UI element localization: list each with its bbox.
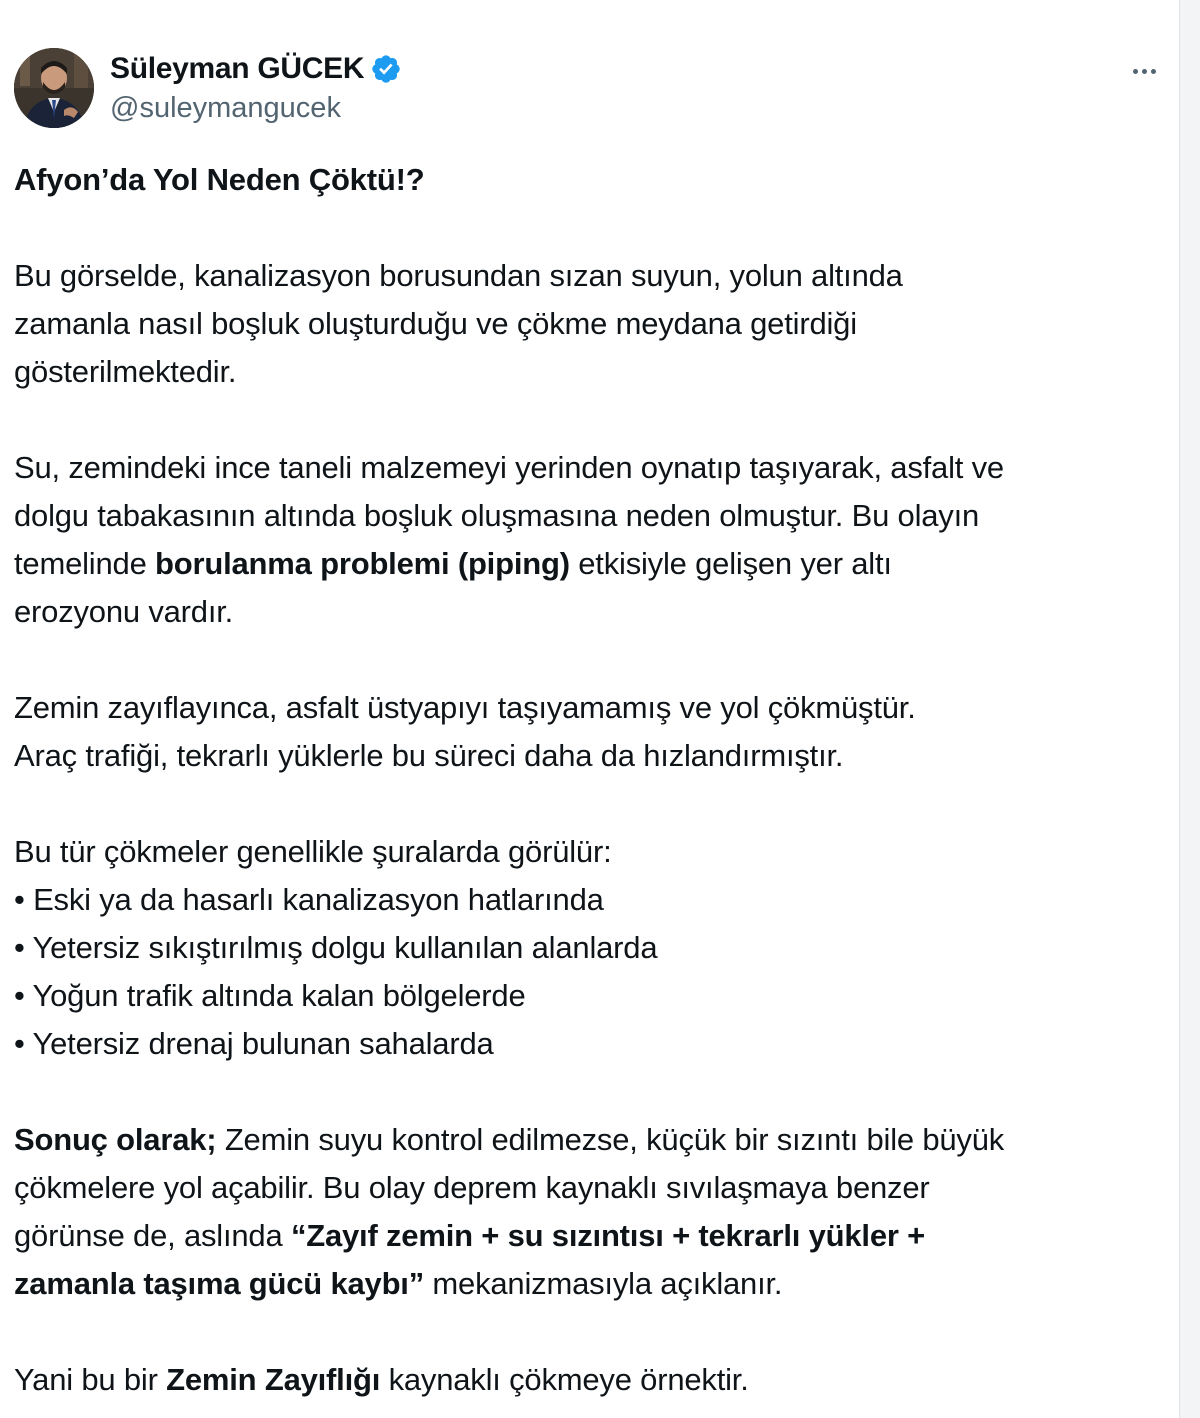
more-dot — [1142, 69, 1147, 74]
more-dot — [1151, 69, 1156, 74]
paragraph-line — [14, 1260, 1164, 1308]
author-handle[interactable]: @suleymangucek — [110, 92, 341, 124]
paragraph-line — [14, 540, 1164, 588]
text-span: etkisiyle gelişen yer altı — [569, 546, 892, 581]
paragraph-line: çökmelere yol açabilir. Bu olay deprem kaynaklı sıvılaşmaya benzer — [14, 1170, 930, 1205]
bold-quote: zamanla taşıma gücü kaybı” — [14, 1266, 425, 1301]
bold-term-zemin: Zemin Zayıflığı — [166, 1362, 381, 1397]
more-dot — [1133, 69, 1138, 74]
verified-badge-icon[interactable] — [370, 53, 402, 85]
list-intro: Bu tür çökmeler genellikle şuralarda görülür: — [14, 834, 612, 869]
tweet-text — [14, 156, 1164, 1404]
text-span: görünse de, aslında — [14, 1218, 291, 1253]
text-span: temelinde — [14, 546, 156, 581]
paragraph-line: gösterilmektedir. — [14, 354, 237, 389]
more-options-icon[interactable] — [1124, 56, 1164, 86]
author-info — [110, 52, 402, 125]
author-display-name[interactable]: Süleyman GÜCEK — [110, 52, 365, 85]
list-item: • Yetersiz sıkıştırılmış dolgu kullanılan alanlarda — [14, 930, 658, 965]
paragraph-line: Bu görselde, kanalizasyon borusundan sızan suyun, yolun altında — [14, 258, 903, 293]
paragraph-line — [14, 1212, 1164, 1260]
scrollbar-edge — [1179, 0, 1200, 1418]
paragraph-line: erozyonu vardır. — [14, 594, 234, 629]
paragraph-line: Su, zemindeki ince taneli malzemeyi yerinden oynatıp taşıyarak, asfalt ve — [14, 450, 1004, 485]
author-name-row — [110, 52, 402, 86]
avatar-photo — [14, 48, 94, 128]
bold-quote: “Zayıf zemin + su sızıntısı + tekrarlı yükler + — [290, 1218, 926, 1253]
text-span: Yani bu bir — [14, 1362, 167, 1397]
text-span: mekanizmasıyla açıklanır. — [424, 1266, 783, 1301]
tweet — [14, 48, 1164, 1397]
post-title: Afyon’da Yol Neden Çöktü!? — [14, 162, 425, 197]
text-span: Zemin suyu kontrol edilmezse, küçük bir sızıntı bile büyük — [216, 1122, 1005, 1157]
list-item: • Yoğun trafik altında kalan bölgelerde — [14, 978, 526, 1013]
paragraph-line: zamanla nasıl boşluk oluşturduğu ve çökme meydana getirdiği — [14, 306, 857, 341]
conclusion-label: Sonuç olarak; — [14, 1122, 217, 1157]
avatar[interactable] — [14, 48, 94, 128]
paragraph-line: Zemin zayıflayınca, asfalt üstyapıyı taşıyamamış ve yol çökmüştür. — [14, 690, 916, 725]
paragraph-line: dolgu tabakasının altında boşluk oluşmasına neden olmuştur. Bu olayın — [14, 498, 980, 533]
bold-term-piping: borulanma problemi (piping) — [155, 546, 570, 581]
paragraph-line: Araç trafiği, tekrarlı yüklerle bu süreci daha da hızlandırmıştır. — [14, 738, 844, 773]
list-item: • Eski ya da hasarlı kanalizasyon hatlarında — [14, 882, 604, 917]
text-span: kaynaklı çökmeye örnektir. — [380, 1362, 749, 1397]
paragraph-line — [14, 1116, 1164, 1164]
list-item: • Yetersiz drenaj bulunan sahalarda — [14, 1026, 494, 1061]
tweet-header — [14, 48, 1164, 132]
paragraph-line — [14, 1356, 1164, 1404]
